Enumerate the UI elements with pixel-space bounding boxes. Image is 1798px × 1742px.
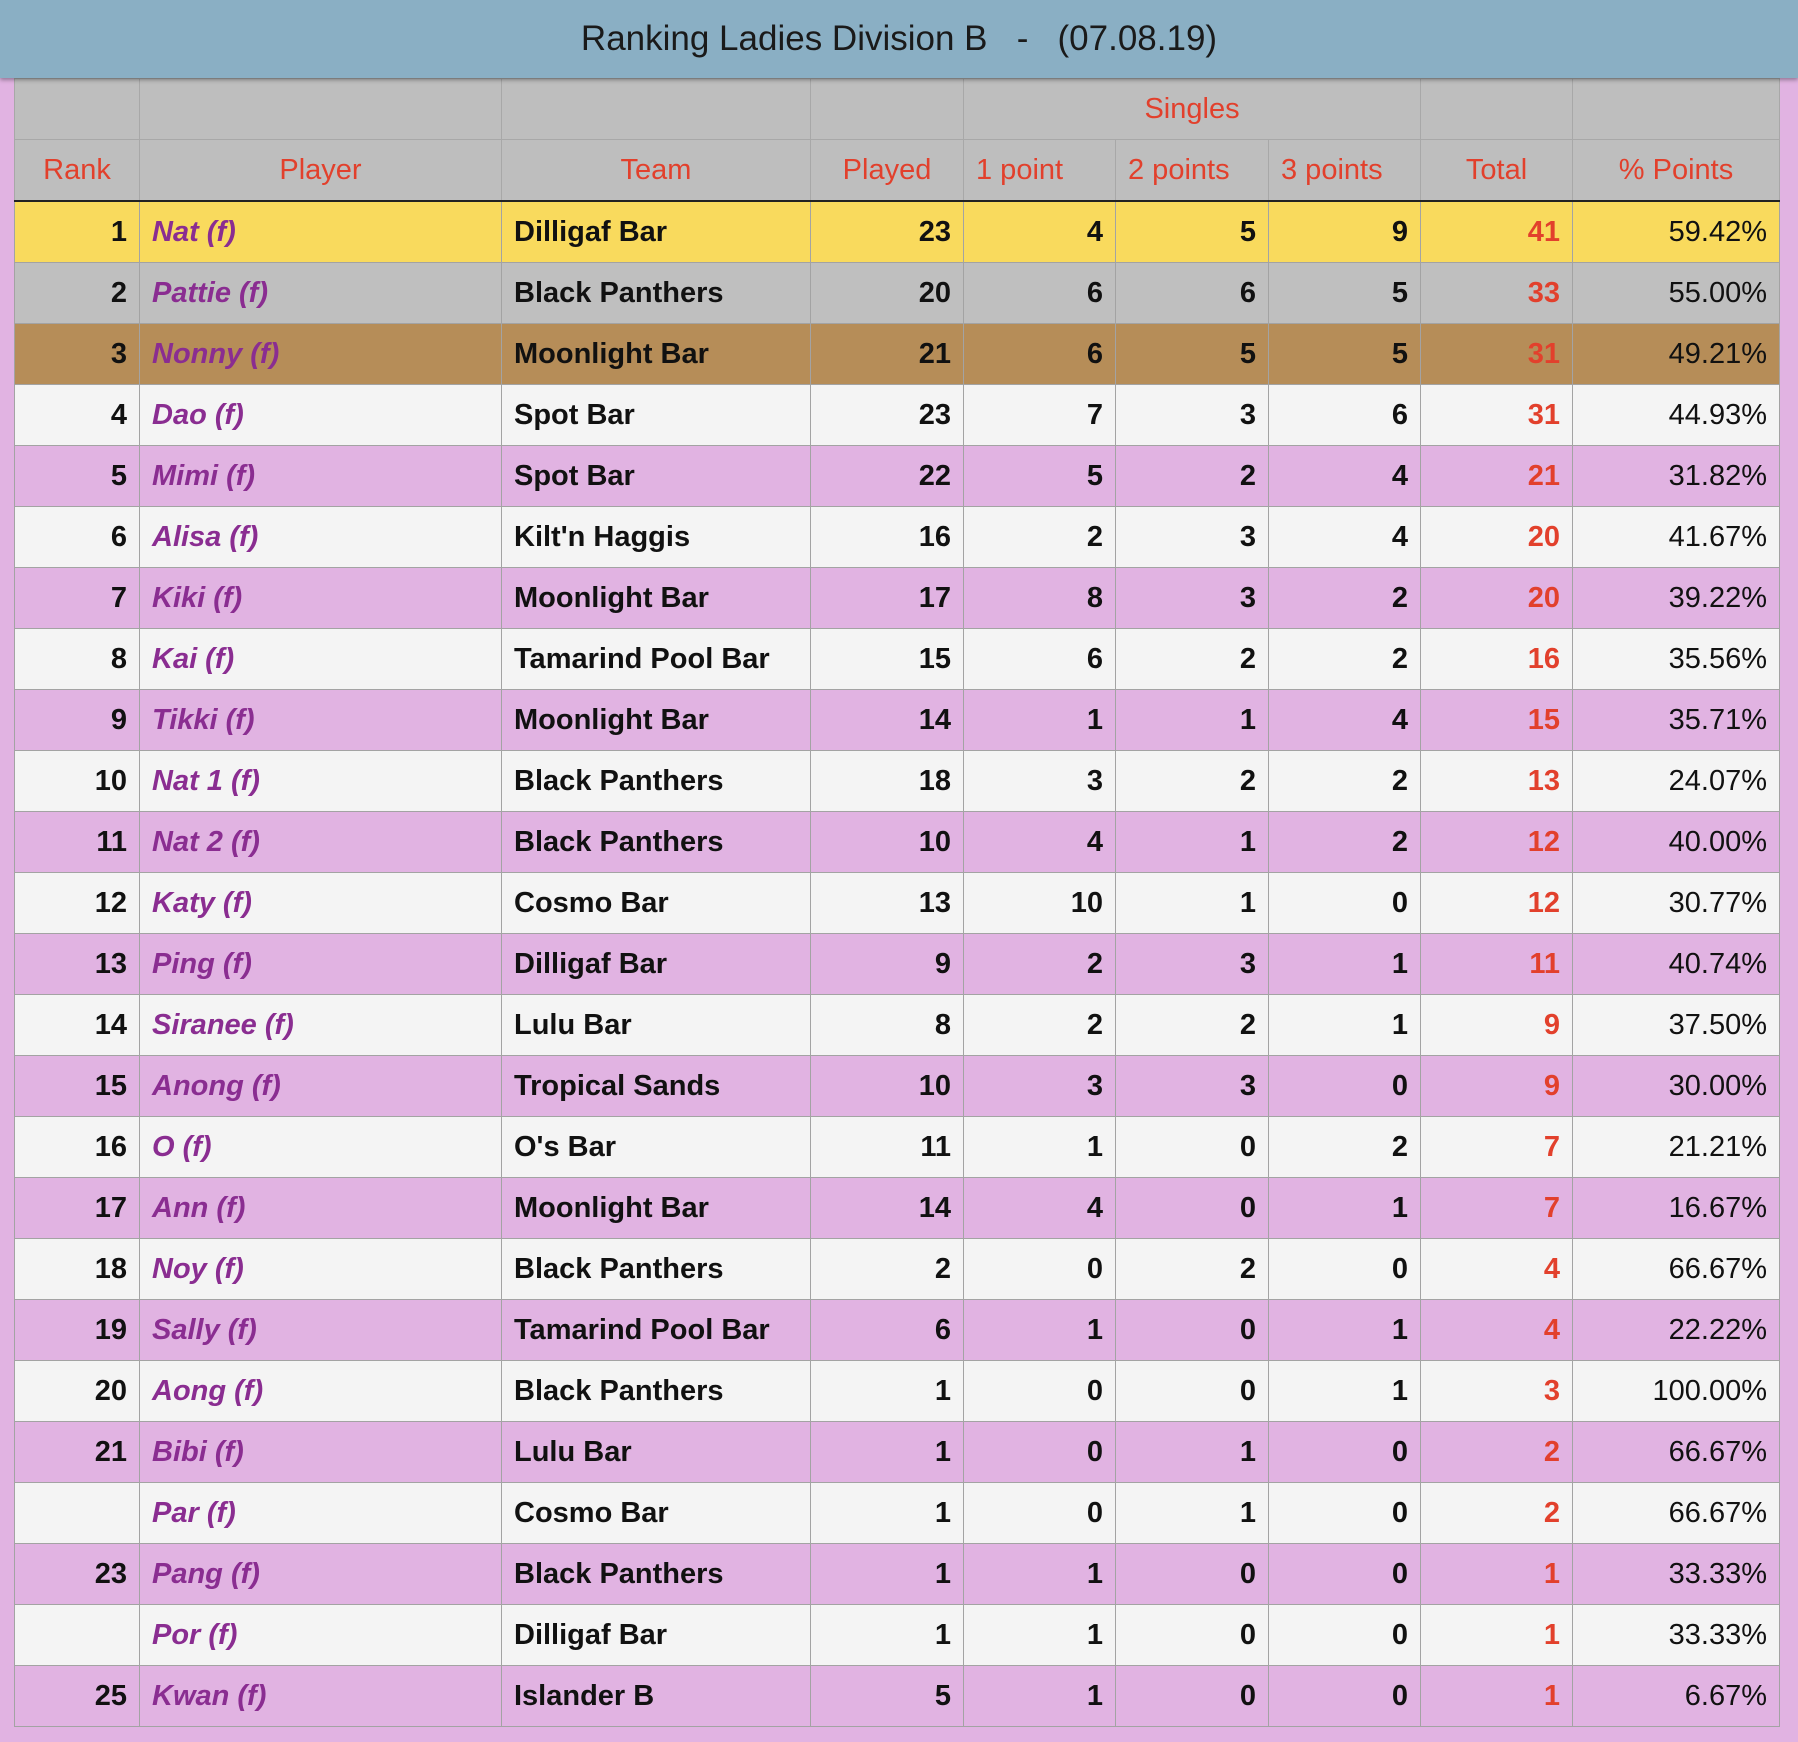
cell-1-point: 1 [964, 1666, 1116, 1727]
cell-rank: 14 [15, 995, 140, 1056]
cell-player: Dao (f) [140, 385, 502, 446]
cell-3-points: 1 [1269, 1178, 1421, 1239]
cell-3-points: 2 [1269, 751, 1421, 812]
cell-3-points: 1 [1269, 995, 1421, 1056]
cell-pct-points: 100.00% [1573, 1361, 1780, 1422]
cell-player: Alisa (f) [140, 507, 502, 568]
cell-played: 8 [811, 995, 964, 1056]
cell-team: Spot Bar [502, 446, 811, 507]
cell-played: 16 [811, 507, 964, 568]
column-header-3-points: 3 points [1269, 140, 1421, 202]
header-column-row [15, 140, 1780, 202]
cell-total: 2 [1421, 1483, 1573, 1544]
cell-1-point: 0 [964, 1483, 1116, 1544]
cell-rank: 20 [15, 1361, 140, 1422]
column-header-1-point: 1 point [964, 140, 1116, 202]
cell-1-point: 6 [964, 629, 1116, 690]
table-row [15, 629, 1780, 690]
cell-total: 20 [1421, 507, 1573, 568]
cell-pct-points: 35.71% [1573, 690, 1780, 751]
cell-1-point: 1 [964, 1605, 1116, 1666]
cell-total: 41 [1421, 201, 1573, 263]
header-blank-team [502, 79, 811, 140]
cell-total: 9 [1421, 1056, 1573, 1117]
cell-2-points: 3 [1116, 385, 1269, 446]
table-row [15, 1361, 1780, 1422]
cell-team: Moonlight Bar [502, 690, 811, 751]
cell-team: Tamarind Pool Bar [502, 1300, 811, 1361]
cell-played: 15 [811, 629, 964, 690]
column-header-2-points: 2 points [1116, 140, 1269, 202]
cell-team: Moonlight Bar [502, 568, 811, 629]
cell-3-points: 5 [1269, 263, 1421, 324]
cell-rank: 17 [15, 1178, 140, 1239]
cell-rank: 16 [15, 1117, 140, 1178]
cell-total: 3 [1421, 1361, 1573, 1422]
title-bar [0, 0, 1798, 78]
cell-played: 13 [811, 873, 964, 934]
ranking-table [14, 78, 1780, 1727]
cell-total: 12 [1421, 873, 1573, 934]
cell-1-point: 8 [964, 568, 1116, 629]
cell-total: 16 [1421, 629, 1573, 690]
cell-rank: 9 [15, 690, 140, 751]
cell-pct-points: 66.67% [1573, 1239, 1780, 1300]
cell-player: Anong (f) [140, 1056, 502, 1117]
cell-team: Dilligaf Bar [502, 1605, 811, 1666]
cell-3-points: 0 [1269, 1056, 1421, 1117]
cell-rank: 25 [15, 1666, 140, 1727]
cell-player: O (f) [140, 1117, 502, 1178]
column-header-rank: Rank [15, 140, 140, 202]
cell-played: 2 [811, 1239, 964, 1300]
table-row [15, 751, 1780, 812]
cell-pct-points: 35.56% [1573, 629, 1780, 690]
header-blank-total [1421, 79, 1573, 140]
cell-3-points: 1 [1269, 1300, 1421, 1361]
header-blank-pct [1573, 79, 1780, 140]
cell-1-point: 2 [964, 934, 1116, 995]
cell-player: Par (f) [140, 1483, 502, 1544]
column-header-player: Player [140, 140, 502, 202]
cell-2-points: 0 [1116, 1544, 1269, 1605]
cell-pct-points: 40.00% [1573, 812, 1780, 873]
table-row [15, 385, 1780, 446]
cell-total: 13 [1421, 751, 1573, 812]
cell-3-points: 4 [1269, 690, 1421, 751]
cell-player: Nat (f) [140, 201, 502, 263]
cell-2-points: 0 [1116, 1666, 1269, 1727]
cell-2-points: 6 [1116, 263, 1269, 324]
cell-total: 20 [1421, 568, 1573, 629]
cell-team: Tamarind Pool Bar [502, 629, 811, 690]
table-row [15, 1056, 1780, 1117]
cell-team: Black Panthers [502, 1544, 811, 1605]
cell-2-points: 1 [1116, 873, 1269, 934]
cell-team: Moonlight Bar [502, 324, 811, 385]
cell-2-points: 1 [1116, 1483, 1269, 1544]
cell-3-points: 5 [1269, 324, 1421, 385]
cell-3-points: 4 [1269, 507, 1421, 568]
cell-player: Nat 2 (f) [140, 812, 502, 873]
cell-2-points: 1 [1116, 812, 1269, 873]
cell-player: Ping (f) [140, 934, 502, 995]
cell-rank: 11 [15, 812, 140, 873]
cell-rank [15, 1483, 140, 1544]
cell-player: Siranee (f) [140, 995, 502, 1056]
cell-rank: 1 [15, 201, 140, 263]
cell-pct-points: 49.21% [1573, 324, 1780, 385]
cell-3-points: 2 [1269, 629, 1421, 690]
cell-player: Pattie (f) [140, 263, 502, 324]
table-row [15, 995, 1780, 1056]
cell-team: Dilligaf Bar [502, 934, 811, 995]
cell-rank: 23 [15, 1544, 140, 1605]
cell-2-points: 0 [1116, 1178, 1269, 1239]
cell-played: 6 [811, 1300, 964, 1361]
cell-rank: 5 [15, 446, 140, 507]
cell-total: 1 [1421, 1666, 1573, 1727]
cell-3-points: 0 [1269, 1666, 1421, 1727]
table-row [15, 1117, 1780, 1178]
column-header-pct-points: % Points [1573, 140, 1780, 202]
cell-1-point: 1 [964, 1300, 1116, 1361]
table-row [15, 1422, 1780, 1483]
table-row [15, 201, 1780, 263]
cell-rank: 7 [15, 568, 140, 629]
cell-pct-points: 40.74% [1573, 934, 1780, 995]
cell-1-point: 2 [964, 507, 1116, 568]
header-singles-group: Singles [964, 79, 1421, 140]
cell-total: 4 [1421, 1239, 1573, 1300]
table-body [15, 201, 1780, 1727]
cell-pct-points: 33.33% [1573, 1605, 1780, 1666]
cell-2-points: 2 [1116, 446, 1269, 507]
cell-pct-points: 16.67% [1573, 1178, 1780, 1239]
cell-player: Ann (f) [140, 1178, 502, 1239]
cell-3-points: 0 [1269, 873, 1421, 934]
table-row [15, 934, 1780, 995]
table-row [15, 812, 1780, 873]
cell-1-point: 0 [964, 1239, 1116, 1300]
cell-team: Kilt'n Haggis [502, 507, 811, 568]
cell-total: 4 [1421, 1300, 1573, 1361]
cell-1-point: 2 [964, 995, 1116, 1056]
table-row [15, 1483, 1780, 1544]
cell-3-points: 2 [1269, 812, 1421, 873]
table-row [15, 690, 1780, 751]
cell-total: 31 [1421, 385, 1573, 446]
cell-2-points: 3 [1116, 934, 1269, 995]
cell-1-point: 0 [964, 1422, 1116, 1483]
cell-total: 2 [1421, 1422, 1573, 1483]
table-row [15, 446, 1780, 507]
table-row [15, 324, 1780, 385]
cell-team: Spot Bar [502, 385, 811, 446]
cell-played: 23 [811, 385, 964, 446]
cell-3-points: 6 [1269, 385, 1421, 446]
table-row [15, 1544, 1780, 1605]
cell-3-points: 0 [1269, 1422, 1421, 1483]
cell-total: 21 [1421, 446, 1573, 507]
cell-played: 1 [811, 1361, 964, 1422]
table-row [15, 263, 1780, 324]
cell-1-point: 5 [964, 446, 1116, 507]
cell-3-points: 1 [1269, 1361, 1421, 1422]
cell-pct-points: 66.67% [1573, 1483, 1780, 1544]
cell-team: Moonlight Bar [502, 1178, 811, 1239]
cell-pct-points: 22.22% [1573, 1300, 1780, 1361]
cell-played: 1 [811, 1422, 964, 1483]
cell-played: 10 [811, 1056, 964, 1117]
cell-3-points: 0 [1269, 1605, 1421, 1666]
cell-player: Kai (f) [140, 629, 502, 690]
cell-pct-points: 55.00% [1573, 263, 1780, 324]
cell-player: Por (f) [140, 1605, 502, 1666]
cell-rank: 8 [15, 629, 140, 690]
cell-total: 1 [1421, 1544, 1573, 1605]
cell-rank: 19 [15, 1300, 140, 1361]
cell-team: Black Panthers [502, 751, 811, 812]
cell-pct-points: 66.67% [1573, 1422, 1780, 1483]
cell-team: Black Panthers [502, 812, 811, 873]
column-header-played: Played [811, 140, 964, 202]
cell-rank: 13 [15, 934, 140, 995]
cell-1-point: 1 [964, 1117, 1116, 1178]
header-group-row [15, 79, 1780, 140]
cell-pct-points: 21.21% [1573, 1117, 1780, 1178]
cell-team: Cosmo Bar [502, 1483, 811, 1544]
cell-played: 1 [811, 1483, 964, 1544]
cell-2-points: 3 [1116, 1056, 1269, 1117]
cell-1-point: 6 [964, 263, 1116, 324]
cell-1-point: 6 [964, 324, 1116, 385]
table-row [15, 1605, 1780, 1666]
header-blank-rank [15, 79, 140, 140]
cell-1-point: 10 [964, 873, 1116, 934]
cell-3-points: 4 [1269, 446, 1421, 507]
cell-pct-points: 44.93% [1573, 385, 1780, 446]
cell-pct-points: 24.07% [1573, 751, 1780, 812]
cell-2-points: 1 [1116, 1422, 1269, 1483]
cell-1-point: 7 [964, 385, 1116, 446]
cell-player: Katy (f) [140, 873, 502, 934]
table-row [15, 1666, 1780, 1727]
cell-2-points: 0 [1116, 1117, 1269, 1178]
cell-played: 14 [811, 690, 964, 751]
cell-player: Nat 1 (f) [140, 751, 502, 812]
cell-player: Noy (f) [140, 1239, 502, 1300]
cell-team: Black Panthers [502, 263, 811, 324]
cell-3-points: 9 [1269, 201, 1421, 263]
cell-pct-points: 31.82% [1573, 446, 1780, 507]
cell-rank: 21 [15, 1422, 140, 1483]
cell-player: Aong (f) [140, 1361, 502, 1422]
cell-2-points: 2 [1116, 751, 1269, 812]
cell-played: 17 [811, 568, 964, 629]
table-row [15, 1239, 1780, 1300]
cell-1-point: 4 [964, 201, 1116, 263]
cell-2-points: 2 [1116, 995, 1269, 1056]
cell-1-point: 3 [964, 751, 1116, 812]
cell-played: 1 [811, 1544, 964, 1605]
cell-3-points: 0 [1269, 1239, 1421, 1300]
cell-played: 5 [811, 1666, 964, 1727]
cell-pct-points: 6.67% [1573, 1666, 1780, 1727]
header-blank-player [140, 79, 502, 140]
cell-pct-points: 41.67% [1573, 507, 1780, 568]
cell-player: Pang (f) [140, 1544, 502, 1605]
cell-team: Cosmo Bar [502, 873, 811, 934]
cell-2-points: 5 [1116, 201, 1269, 263]
cell-pct-points: 39.22% [1573, 568, 1780, 629]
cell-player: Tikki (f) [140, 690, 502, 751]
table-row [15, 507, 1780, 568]
cell-pct-points: 37.50% [1573, 995, 1780, 1056]
cell-pct-points: 59.42% [1573, 201, 1780, 263]
cell-played: 20 [811, 263, 964, 324]
table-row [15, 568, 1780, 629]
cell-team: Dilligaf Bar [502, 201, 811, 263]
cell-1-point: 0 [964, 1361, 1116, 1422]
cell-2-points: 0 [1116, 1361, 1269, 1422]
cell-2-points: 3 [1116, 568, 1269, 629]
cell-rank [15, 1605, 140, 1666]
cell-3-points: 2 [1269, 1117, 1421, 1178]
cell-team: Islander B [502, 1666, 811, 1727]
cell-team: Lulu Bar [502, 1422, 811, 1483]
cell-3-points: 1 [1269, 934, 1421, 995]
cell-played: 14 [811, 1178, 964, 1239]
cell-3-points: 0 [1269, 1483, 1421, 1544]
cell-team: Tropical Sands [502, 1056, 811, 1117]
cell-played: 21 [811, 324, 964, 385]
ranking-table-container [14, 78, 1779, 1727]
table-row [15, 1300, 1780, 1361]
header-blank-played [811, 79, 964, 140]
cell-team: Black Panthers [502, 1361, 811, 1422]
cell-total: 7 [1421, 1117, 1573, 1178]
cell-total: 15 [1421, 690, 1573, 751]
cell-rank: 3 [15, 324, 140, 385]
cell-played: 11 [811, 1117, 964, 1178]
cell-player: Mimi (f) [140, 446, 502, 507]
cell-played: 10 [811, 812, 964, 873]
cell-player: Nonny (f) [140, 324, 502, 385]
cell-total: 11 [1421, 934, 1573, 995]
cell-1-point: 1 [964, 690, 1116, 751]
cell-played: 18 [811, 751, 964, 812]
cell-team: Lulu Bar [502, 995, 811, 1056]
cell-total: 9 [1421, 995, 1573, 1056]
table-row [15, 873, 1780, 934]
cell-3-points: 0 [1269, 1544, 1421, 1605]
column-header-total: Total [1421, 140, 1573, 202]
cell-total: 12 [1421, 812, 1573, 873]
cell-pct-points: 30.77% [1573, 873, 1780, 934]
cell-total: 31 [1421, 324, 1573, 385]
cell-3-points: 2 [1269, 568, 1421, 629]
cell-rank: 2 [15, 263, 140, 324]
cell-2-points: 1 [1116, 690, 1269, 751]
cell-2-points: 2 [1116, 1239, 1269, 1300]
cell-played: 22 [811, 446, 964, 507]
cell-player: Bibi (f) [140, 1422, 502, 1483]
cell-player: Sally (f) [140, 1300, 502, 1361]
cell-1-point: 4 [964, 1178, 1116, 1239]
cell-rank: 15 [15, 1056, 140, 1117]
cell-1-point: 1 [964, 1544, 1116, 1605]
cell-rank: 6 [15, 507, 140, 568]
cell-player: Kwan (f) [140, 1666, 502, 1727]
cell-played: 1 [811, 1605, 964, 1666]
cell-total: 7 [1421, 1178, 1573, 1239]
cell-total: 1 [1421, 1605, 1573, 1666]
cell-2-points: 5 [1116, 324, 1269, 385]
cell-player: Kiki (f) [140, 568, 502, 629]
cell-pct-points: 30.00% [1573, 1056, 1780, 1117]
cell-1-point: 3 [964, 1056, 1116, 1117]
cell-played: 9 [811, 934, 964, 995]
cell-rank: 18 [15, 1239, 140, 1300]
cell-rank: 10 [15, 751, 140, 812]
cell-2-points: 0 [1116, 1605, 1269, 1666]
cell-rank: 4 [15, 385, 140, 446]
cell-team: O's Bar [502, 1117, 811, 1178]
cell-rank: 12 [15, 873, 140, 934]
cell-1-point: 4 [964, 812, 1116, 873]
cell-2-points: 2 [1116, 629, 1269, 690]
cell-pct-points: 33.33% [1573, 1544, 1780, 1605]
cell-team: Black Panthers [502, 1239, 811, 1300]
page-title: Ranking Ladies Division B - (07.08.19) [580, 19, 1218, 58]
cell-total: 33 [1421, 263, 1573, 324]
cell-2-points: 0 [1116, 1300, 1269, 1361]
table-row [15, 1178, 1780, 1239]
column-header-team: Team [502, 140, 811, 202]
cell-played: 23 [811, 201, 964, 263]
cell-2-points: 3 [1116, 507, 1269, 568]
